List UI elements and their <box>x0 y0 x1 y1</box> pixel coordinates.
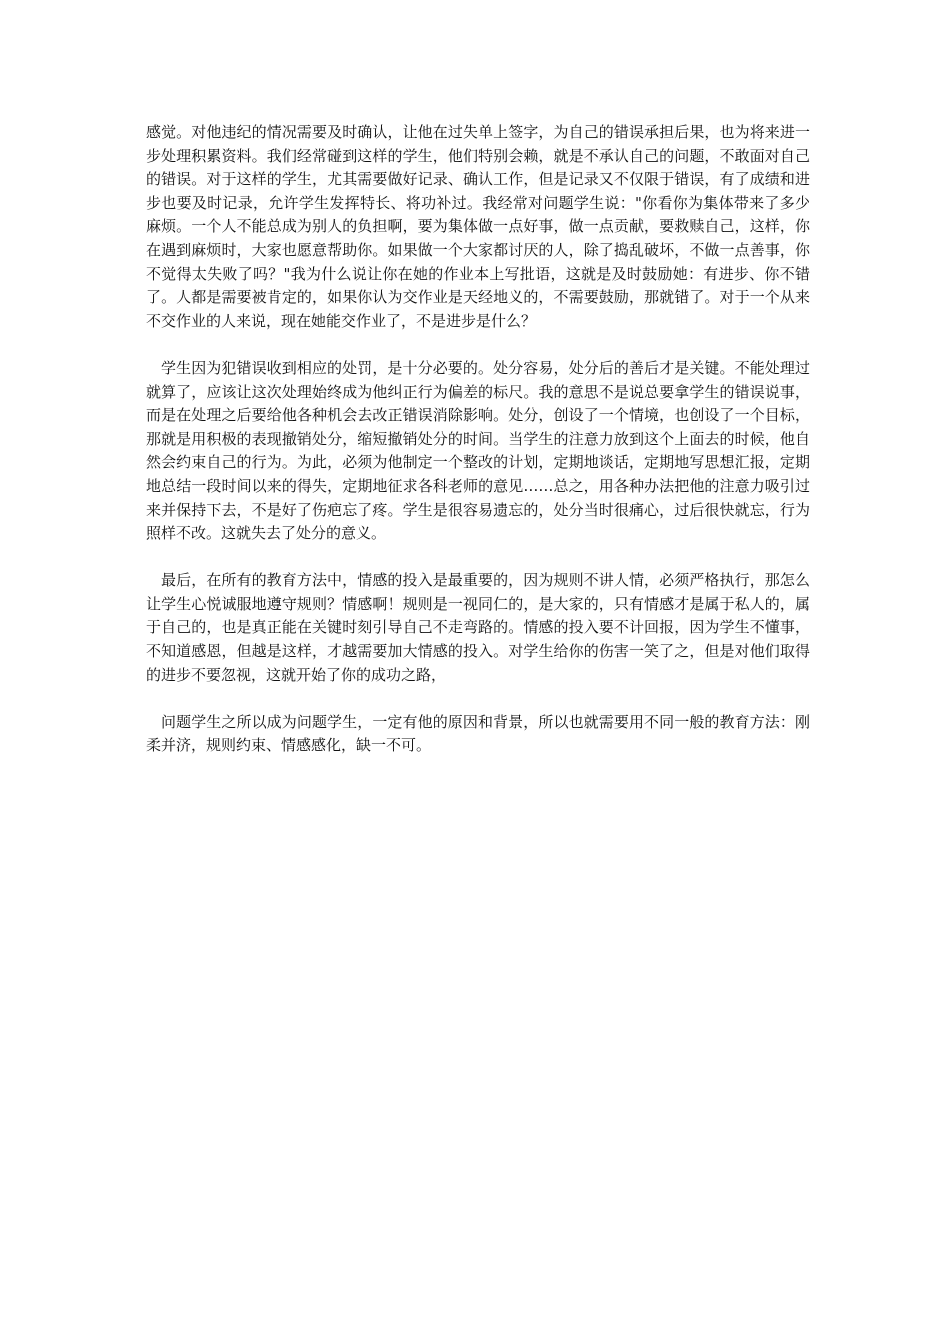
paragraph-4: 问题学生之所以成为问题学生，一定有他的原因和背景，所以也就需要用不同一般的教育方法：刚柔并济，规则约束、情感感化，缺一不可。 <box>146 712 810 755</box>
paragraph-1: 感觉。对他违纪的情况需要及时确认，让他在过失单上签字，为自己的错误承担后果，也为将来进一步处理积累资料。我们经常碰到这样的学生，他们特别会赖，就是不承认自己的问题，不敢面对自己的错误。对于这样的学生，尤其需要做好记录、确认工作，但是记录又不仅限于错误，有了成绩和进步也要及时记录，允许学生发挥特长、将功补过。我经常对问题学生说："你看你为集体带来了多少麻烦。一个人不能总成为别人的负担啊，要为集体做一点好事，做一点贡献，要救赎自己，这样，你在遇到麻烦时，大家也愿意帮助你。如果做一个大家都讨厌的人，除了捣乱破坏，不做一点善事，你不觉得太失败了吗？"我为什么说让你在她的作业本上写批语，这就是及时鼓励她：有进步、你不错了。人都是需要被肯定的，如果你认为交作业是天经地义的，不需要鼓励，那就错了。对于一个从来不交作业的人来说，现在她能交作业了，不是进步是什么？ <box>146 123 810 330</box>
paragraph-3: 最后，在所有的教育方法中，情感的投入是最重要的，因为规则不讲人情，必须严格执行，那怎么让学生心悦诚服地遵守规则？情感啊！规则是一视同仁的，是大家的，只有情感才是属于私人的，属于自己的，也是真正能在关键时刻引导自己不走弯路的。情感的投入要不计回报，因为学生不懂事，不知道感恩，但越是这样，才越需要加大情感的投入。对学生给你的伤害一笑了之，但是对他们取得的进步不要忽视，这就开始了你的成功之路， <box>146 571 810 684</box>
document-body <box>146 121 810 782</box>
paragraph-2: 学生因为犯错误收到相应的处罚，是十分必要的。处分容易，处分后的善后才是关键。不能处理过就算了，应该让这次处理始终成为他纠正行为偏差的标尺。我的意思不是说总要拿学生的错误说事，而是在处理之后要给他各种机会去改正错误消除影响。处分，创设了一个情境，也创设了一个目标，那就是用积极的表现撤销处分，缩短撤销处分的时间。当学生的注意力放到这个上面去的时候，他自然会约束自己的行为。为此，必须为他制定一个整改的计划，定期地谈话，定期地写思想汇报，定期地总结一段时间以来的得失，定期地征求各科老师的意见……总之，用各种办法把他的注意力吸引过来并保持下去，不是好了伤疤忘了疼。学生是很容易遗忘的，处分当时很痛心，过后很快就忘，行为照样不改。这就失去了处分的意义。 <box>146 358 810 543</box>
